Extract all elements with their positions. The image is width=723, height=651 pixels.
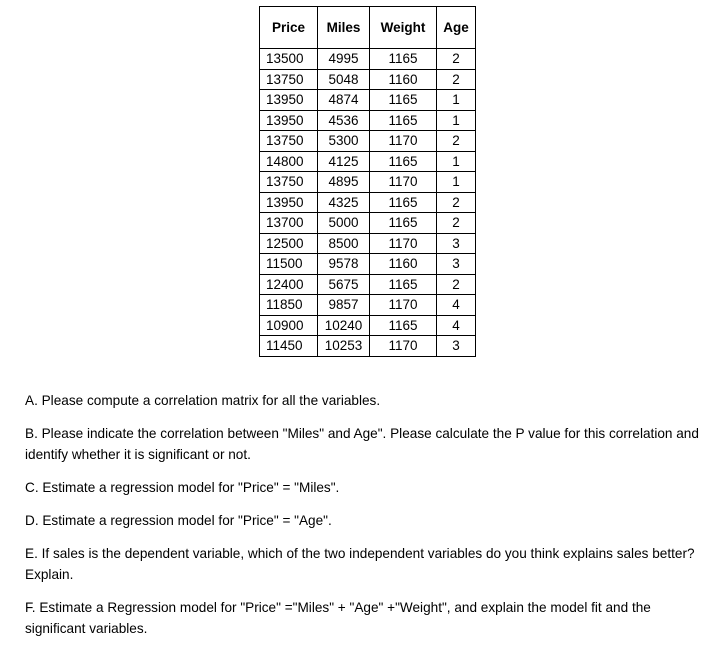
data-table-container xyxy=(259,6,476,357)
question-e: E. If sales is the dependent variable, which of the two independent variables do you think explains sales better? Explain. xyxy=(25,546,695,582)
header-price: Price xyxy=(260,7,318,49)
cell-age: 3 xyxy=(437,336,476,357)
cell-miles: 10240 xyxy=(318,315,370,336)
cell-weight: 1165 xyxy=(370,315,437,336)
table-row xyxy=(260,131,476,152)
questions-list xyxy=(25,390,715,651)
cell-age: 4 xyxy=(437,315,476,336)
cell-price: 11450 xyxy=(260,336,318,357)
cell-age: 3 xyxy=(437,233,476,254)
cell-weight: 1170 xyxy=(370,233,437,254)
table-row xyxy=(260,274,476,295)
cell-price: 11850 xyxy=(260,295,318,316)
cell-miles: 4125 xyxy=(318,151,370,172)
cell-price: 13700 xyxy=(260,213,318,234)
cell-age: 2 xyxy=(437,49,476,70)
cell-weight: 1165 xyxy=(370,192,437,213)
cell-price: 13950 xyxy=(260,90,318,111)
cell-price: 11500 xyxy=(260,254,318,275)
table-row xyxy=(260,213,476,234)
cell-miles: 5048 xyxy=(318,69,370,90)
table-row xyxy=(260,49,476,70)
header-weight: Weight xyxy=(370,7,437,49)
cell-price: 13750 xyxy=(260,69,318,90)
header-age: Age xyxy=(437,7,476,49)
cell-miles: 4895 xyxy=(318,172,370,193)
cell-miles: 4325 xyxy=(318,192,370,213)
cell-age: 2 xyxy=(437,192,476,213)
cell-price: 10900 xyxy=(260,315,318,336)
cell-miles: 4874 xyxy=(318,90,370,111)
cell-age: 3 xyxy=(437,254,476,275)
cell-weight: 1165 xyxy=(370,274,437,295)
cell-price: 13500 xyxy=(260,49,318,70)
cell-age: 1 xyxy=(437,90,476,111)
table-row xyxy=(260,151,476,172)
cell-age: 2 xyxy=(437,69,476,90)
question-a: A. Please compute a correlation matrix for all the variables. xyxy=(25,393,381,408)
cell-weight: 1165 xyxy=(370,151,437,172)
cell-weight: 1170 xyxy=(370,336,437,357)
question-c: C. Estimate a regression model for "Price" = "Miles". xyxy=(25,480,340,495)
cell-miles: 9578 xyxy=(318,254,370,275)
cell-age: 4 xyxy=(437,295,476,316)
cell-price: 12500 xyxy=(260,233,318,254)
table-row xyxy=(260,90,476,111)
cell-miles: 5675 xyxy=(318,274,370,295)
cell-price: 13750 xyxy=(260,131,318,152)
question-b: B. Please indicate the correlation between "Miles" and Age". Please calculate the P value for this correlation and identify whether it is significant or not. xyxy=(25,426,699,462)
cell-weight: 1170 xyxy=(370,131,437,152)
table-row xyxy=(260,315,476,336)
table-row xyxy=(260,233,476,254)
cell-miles: 5300 xyxy=(318,131,370,152)
cell-miles: 8500 xyxy=(318,233,370,254)
cell-weight: 1165 xyxy=(370,49,437,70)
cell-price: 13950 xyxy=(260,110,318,131)
cell-weight: 1165 xyxy=(370,110,437,131)
cell-miles: 5000 xyxy=(318,213,370,234)
cell-price: 14800 xyxy=(260,151,318,172)
question-f: F. Estimate a Regression model for "Price" ="Miles" + "Age" +"Weight", and explain the model fit and the significant variables. xyxy=(25,600,651,636)
data-table xyxy=(259,6,476,357)
cell-weight: 1165 xyxy=(370,213,437,234)
table-row xyxy=(260,110,476,131)
table-row xyxy=(260,69,476,90)
question-d: D. Estimate a regression model for "Price" = "Age". xyxy=(25,513,332,528)
cell-age: 1 xyxy=(437,172,476,193)
cell-weight: 1160 xyxy=(370,254,437,275)
cell-miles: 4995 xyxy=(318,49,370,70)
cell-miles: 4536 xyxy=(318,110,370,131)
cell-miles: 10253 xyxy=(318,336,370,357)
table-row xyxy=(260,254,476,275)
cell-price: 13750 xyxy=(260,172,318,193)
cell-age: 2 xyxy=(437,131,476,152)
cell-weight: 1165 xyxy=(370,90,437,111)
table-row xyxy=(260,295,476,316)
table-header-row xyxy=(260,7,476,49)
cell-age: 2 xyxy=(437,213,476,234)
cell-weight: 1160 xyxy=(370,69,437,90)
header-miles: Miles xyxy=(318,7,370,49)
cell-weight: 1170 xyxy=(370,295,437,316)
table-body xyxy=(260,49,476,357)
table-row xyxy=(260,336,476,357)
cell-weight: 1170 xyxy=(370,172,437,193)
cell-price: 12400 xyxy=(260,274,318,295)
table-row xyxy=(260,172,476,193)
cell-price: 13950 xyxy=(260,192,318,213)
cell-age: 2 xyxy=(437,274,476,295)
cell-age: 1 xyxy=(437,151,476,172)
cell-age: 1 xyxy=(437,110,476,131)
cell-miles: 9857 xyxy=(318,295,370,316)
table-row xyxy=(260,192,476,213)
